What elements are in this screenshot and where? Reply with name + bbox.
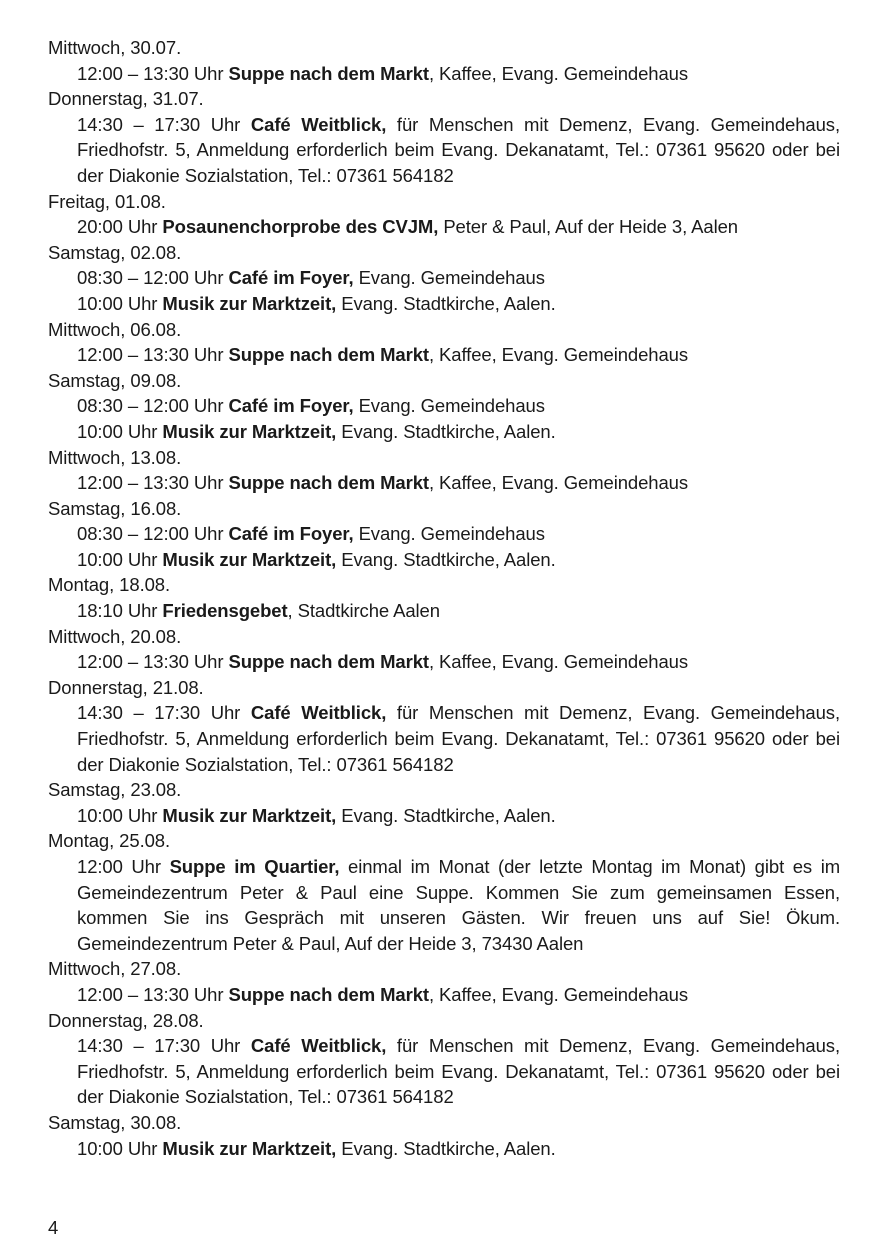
event-details: , Stadtkirche Aalen bbox=[287, 600, 440, 622]
event-details: für Menschen mit Demenz, Evang. Gemeindehaus, Friedhofstr. 5, Anmeldung erforderlich beim Evang. Dekanatamt, Tel.: 07361 95620 oder bei der Diakonie Sozialstation, Tel.: 07361 564182 bbox=[77, 1035, 840, 1108]
event-time: 08:30 – 12:00 Uhr bbox=[77, 267, 229, 289]
event-time: 12:00 Uhr bbox=[77, 856, 170, 877]
event-title: Posaunenchorprobe des CVJM, bbox=[162, 216, 439, 238]
event-time: 20:00 Uhr bbox=[77, 216, 163, 238]
event-entry bbox=[48, 649, 840, 675]
event-entry bbox=[48, 470, 840, 496]
day-heading: Donnerstag, 28.08. bbox=[48, 1009, 204, 1031]
event-entry bbox=[48, 547, 840, 573]
event-time: 10:00 Uhr bbox=[77, 804, 163, 826]
event-entry bbox=[48, 598, 840, 624]
day-heading: Donnerstag, 21.08. bbox=[48, 676, 204, 698]
event-details: Peter & Paul, Auf der Heide 3, Aalen bbox=[438, 216, 738, 238]
event-title: Café Weitblick, bbox=[250, 702, 387, 724]
event-entry bbox=[48, 700, 840, 777]
day-heading: Mittwoch, 06.08. bbox=[48, 318, 182, 340]
event-details: für Menschen mit Demenz, Evang. Gemeindehaus, Friedhofstr. 5, Anmeldung erforderlich beim Evang. Dekanatamt, Tel.: 07361 95620 oder bei der Diakonie Sozialstation, Tel.: 07361 564182 bbox=[77, 113, 840, 186]
event-title: Suppe nach dem Markt bbox=[228, 472, 429, 494]
event-time: 12:00 – 13:30 Uhr bbox=[77, 344, 229, 366]
event-details: Evang. Stadtkirche, Aalen. bbox=[336, 420, 556, 442]
day-heading: Montag, 18.08. bbox=[48, 574, 171, 596]
event-entry bbox=[48, 342, 840, 368]
event-title: Suppe im Quartier, bbox=[169, 856, 340, 877]
event-title: Musik zur Marktzeit, bbox=[162, 292, 337, 314]
event-title: Café Weitblick, bbox=[250, 1035, 387, 1057]
event-entry bbox=[48, 521, 840, 547]
event-time: 10:00 Uhr bbox=[77, 1137, 163, 1159]
event-title: Musik zur Marktzeit, bbox=[162, 1137, 337, 1159]
day-heading: Samstag, 09.08. bbox=[48, 369, 182, 391]
event-entry bbox=[48, 803, 840, 829]
event-details: Evang. Stadtkirche, Aalen. bbox=[336, 1137, 556, 1159]
event-time: 12:00 – 13:30 Uhr bbox=[77, 62, 229, 84]
event-time: 12:00 – 13:30 Uhr bbox=[77, 651, 229, 673]
event-entry bbox=[48, 112, 840, 189]
event-title: Friedensgebet bbox=[162, 600, 288, 622]
event-entry bbox=[48, 393, 840, 419]
event-time: 08:30 – 12:00 Uhr bbox=[77, 523, 229, 545]
event-title: Café im Foyer, bbox=[228, 523, 354, 545]
event-time: 14:30 – 17:30 Uhr bbox=[77, 702, 251, 724]
day-heading: Samstag, 02.08. bbox=[48, 241, 182, 263]
event-time: 12:00 – 13:30 Uhr bbox=[77, 983, 229, 1005]
event-time: 18:10 Uhr bbox=[77, 600, 163, 622]
event-title: Café Weitblick, bbox=[250, 113, 387, 135]
event-details: Evang. Stadtkirche, Aalen. bbox=[336, 548, 556, 570]
event-entry bbox=[48, 1033, 840, 1110]
day-heading: Freitag, 01.08. bbox=[48, 190, 166, 212]
event-entry bbox=[48, 291, 840, 317]
event-details: Evang. Gemeindehaus bbox=[353, 523, 545, 545]
event-title: Café im Foyer, bbox=[228, 267, 354, 289]
event-details: Evang. Stadtkirche, Aalen. bbox=[336, 804, 556, 826]
event-entry bbox=[48, 1136, 840, 1162]
event-time: 12:00 – 13:30 Uhr bbox=[77, 472, 229, 494]
event-time: 08:30 – 12:00 Uhr bbox=[77, 395, 229, 417]
day-heading: Mittwoch, 13.08. bbox=[48, 446, 182, 468]
day-heading: Mittwoch, 30.07. bbox=[48, 37, 182, 58]
event-entry bbox=[48, 419, 840, 445]
event-title: Musik zur Marktzeit, bbox=[162, 548, 337, 570]
page-number: 4 bbox=[48, 1217, 59, 1238]
event-entry bbox=[48, 982, 840, 1008]
event-details: Evang. Gemeindehaus bbox=[353, 395, 545, 417]
event-time: 10:00 Uhr bbox=[77, 548, 163, 570]
event-entry bbox=[48, 265, 840, 291]
event-time: 14:30 – 17:30 Uhr bbox=[77, 113, 251, 135]
event-details: , Kaffee, Evang. Gemeindehaus bbox=[428, 344, 688, 366]
event-calendar bbox=[48, 35, 840, 1161]
event-title: Musik zur Marktzeit, bbox=[162, 420, 337, 442]
day-heading: Mittwoch, 20.08. bbox=[48, 625, 182, 647]
event-time: 14:30 – 17:30 Uhr bbox=[77, 1035, 251, 1057]
event-entry bbox=[48, 214, 840, 240]
day-heading: Mittwoch, 27.08. bbox=[48, 958, 182, 980]
event-details: , Kaffee, Evang. Gemeindehaus bbox=[428, 983, 688, 1005]
day-heading: Montag, 25.08. bbox=[48, 830, 171, 852]
event-title: Suppe nach dem Markt bbox=[228, 651, 429, 673]
day-heading: Donnerstag, 31.07. bbox=[48, 88, 204, 110]
event-title: Suppe nach dem Markt bbox=[228, 344, 429, 366]
event-details: , Kaffee, Evang. Gemeindehaus bbox=[428, 472, 688, 494]
day-heading: Samstag, 30.08. bbox=[48, 1111, 182, 1133]
event-title: Café im Foyer, bbox=[228, 395, 354, 417]
event-entry bbox=[48, 61, 840, 87]
event-details: , Kaffee, Evang. Gemeindehaus bbox=[428, 651, 688, 673]
event-title: Suppe nach dem Markt bbox=[228, 62, 429, 84]
event-details: einmal im Monat (der letzte Montag im Monat) gibt es im Gemeindezentrum Peter & Paul eine Suppe. Kommen Sie zum gemeinsamen Essen, kommen Sie ins Gespräch mit unseren Gästen. Wir freuen uns auf Sie! Ökum. Gemeindezentrum Peter & Paul, Auf der Heide 3, 73430 Aalen bbox=[77, 856, 841, 954]
event-title: Musik zur Marktzeit, bbox=[162, 804, 337, 826]
event-details: für Menschen mit Demenz, Evang. Gemeindehaus, Friedhofstr. 5, Anmeldung erforderlich beim Evang. Dekanatamt, Tel.: 07361 95620 oder bei der Diakonie Sozialstation, Tel.: 07361 564182 bbox=[77, 702, 840, 775]
event-details: Evang. Gemeindehaus bbox=[353, 267, 545, 289]
event-details: Evang. Stadtkirche, Aalen. bbox=[336, 292, 556, 314]
event-time: 10:00 Uhr bbox=[77, 420, 163, 442]
event-details: , Kaffee, Evang. Gemeindehaus bbox=[428, 62, 688, 84]
event-entry bbox=[48, 854, 840, 956]
day-heading: Samstag, 23.08. bbox=[48, 779, 182, 801]
event-title: Suppe nach dem Markt bbox=[228, 983, 429, 1005]
event-time: 10:00 Uhr bbox=[77, 292, 163, 314]
day-heading: Samstag, 16.08. bbox=[48, 497, 182, 519]
